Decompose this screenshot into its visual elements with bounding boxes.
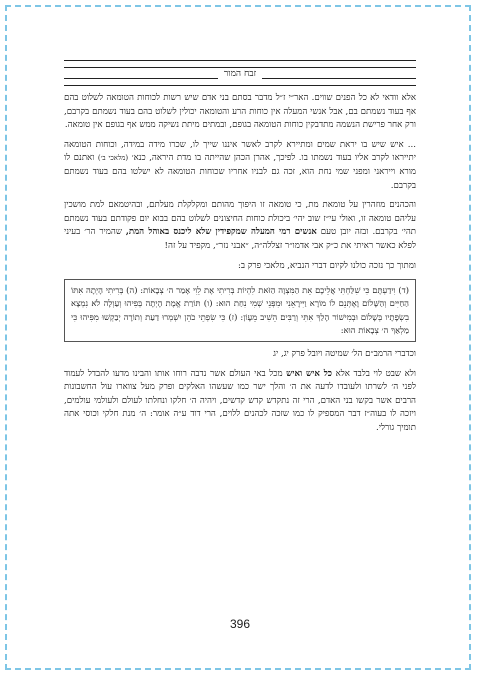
paragraph-6-bold: כל איש ואיש	[286, 368, 332, 379]
paragraph-2-text-a: ... איש שיש בו יראת שמים ומתיירא לקרב לאשר איננו שייך לו, שכרו מידה במידה, וכוחות הטומאה יתייראו לקרב אליו בעוד נשמתו בו. לפיכך, אהרן הכהן שהייתה בו מדת היראה, כנא׳	[64, 139, 417, 164]
page-number: 396	[229, 617, 251, 631]
paragraph-6	[64, 368, 416, 436]
paragraph-2-text-b: ואתנם לו מורא וייראני ומפני שמי נחת הוא, זכה גם לבניו אחריו שכוחות הטומאה לא ישלטו בהם בעוד נשמתם בקרבם.	[64, 153, 416, 191]
page-body	[64, 92, 416, 442]
paragraph-2-citation: (מלאכי ב׳)	[97, 154, 129, 163]
scripture-quote-box: (ד) וִידַעְתֶּם כִּי שִׁלַּחְתִּי אֲלֵיכֶם אֵת הַמִּצְוָה הַזֹּאת לִהְיוֹת בְּרִיתִי אֶת לֵוִי אָמַר ה׳ צְבָאוֹת: (ה) בְּרִיתִי הָיְתָה אִתּוֹ הַחַיִּים וְהַשָּׁלוֹם וָאֶתְּנֵם לוֹ מוֹרָא וַיִּירָאֵנִי וּמִפְּנֵי שְׁמִי נִחַת הוּא: (ו) תּוֹרַת אֱמֶת הָיְתָה בְּפִיהוּ וְעַוְלָה לֹא נִמְצָא בִשְׂפָתָיו בְּשָׁלוֹם וּבְמִישׁוֹר הָלַךְ אִתִּי וְרַבִּים הֵשִׁיב מֵעָוֹן: (ז) כִּי שִׂפְתֵי כֹהֵן יִשְׁמְרוּ דַעַת וְתוֹרָה יְבַקְשׁוּ מִפִּיהוּ כִּי מַלְאַךְ ה׳ צְבָאוֹת הוּא:	[64, 279, 416, 342]
running-header	[64, 60, 416, 84]
paragraph-6-text-b: מכל באי העולם אשר נדבה רוחו אותו והבינו מדעו להבדל לעמוד לפני ה׳ לשרתו ולעובדו לדעה את ה׳ והלך ישר כמו שעשהו האלקים ופרק מעל צווארו עול החשבונות הרבים אשר בקשו בני האדם, הרי זה נתקדש קדש קדשים, ויהיה ה׳ חלקו ונחלתו לעולם ולעולמי עולמים, ויזכה לו בעוה״ז דבר המספיק לו כמו שזכה לכהנים ללוים, הרי דוד ע״ה אומר: ה׳ מנת חלקי וכוסי אתה תומיך גורלי.	[64, 368, 416, 433]
header-title: זבח המור	[218, 68, 262, 79]
paragraph-3-bold: אנשים רמי המעלה שמקפידין שלא ליכנס באוהל המת,	[125, 227, 317, 238]
paragraph-3-text-a: והכהנים מוזהרין על טומאת מת, כי טומאה זו היפוך מהותם ומקלקלת מעלתם, ובהיטמאם למת מושכין עליהם טומאה זו, ואולי עי״ז שוב יהי׳ ביכולת כוחות החיצונים לשלוט בהם בבוא יום פקודתם בעוד נשמתם תהי׳ בקרבם. ובזה יובן טעם	[64, 200, 417, 238]
header-rule-bottom	[64, 78, 416, 86]
paragraph-3	[64, 199, 416, 253]
paragraph-1: אלא וודאי לא כל הפנים שווים. האר״י ז״ל מדבר בסתם בני אדם שיש רשות לכוחות הטומאה לשלוט בהם אף בעוד נשמתם בם, אבל אנשי המעלה אין כוחות הרע והטומאה יכולין לשלוט בהם בעוד נשמתם בקרבם, ורק אחר פרישת הנשמה מתדבקין כוחות הטומאה בגופם, ובמתים מיתת נשיקה ממש אף בגופם אין טומאה.	[64, 93, 416, 131]
paragraph-6-text-a: ולא שבט לוי בלבד אלא	[335, 368, 416, 379]
paragraph-5: וכדברי הרמב״ם הל׳ שמיטה ויובל פרק יג, יג	[273, 348, 416, 359]
paragraph-4: ומתוך כך נזכה כולנו לקיום דברי הנביא, מלאכי פרק ב:	[238, 260, 416, 271]
paragraph-3-text-b: שהמיר הר׳ בעיני לפלא כאשר ראיתי את כ״ק אבי אדמו״ר זצללה״ה, ״אבני נזר״, מקפיד על זה!	[64, 227, 416, 251]
paragraph-2	[64, 139, 416, 193]
